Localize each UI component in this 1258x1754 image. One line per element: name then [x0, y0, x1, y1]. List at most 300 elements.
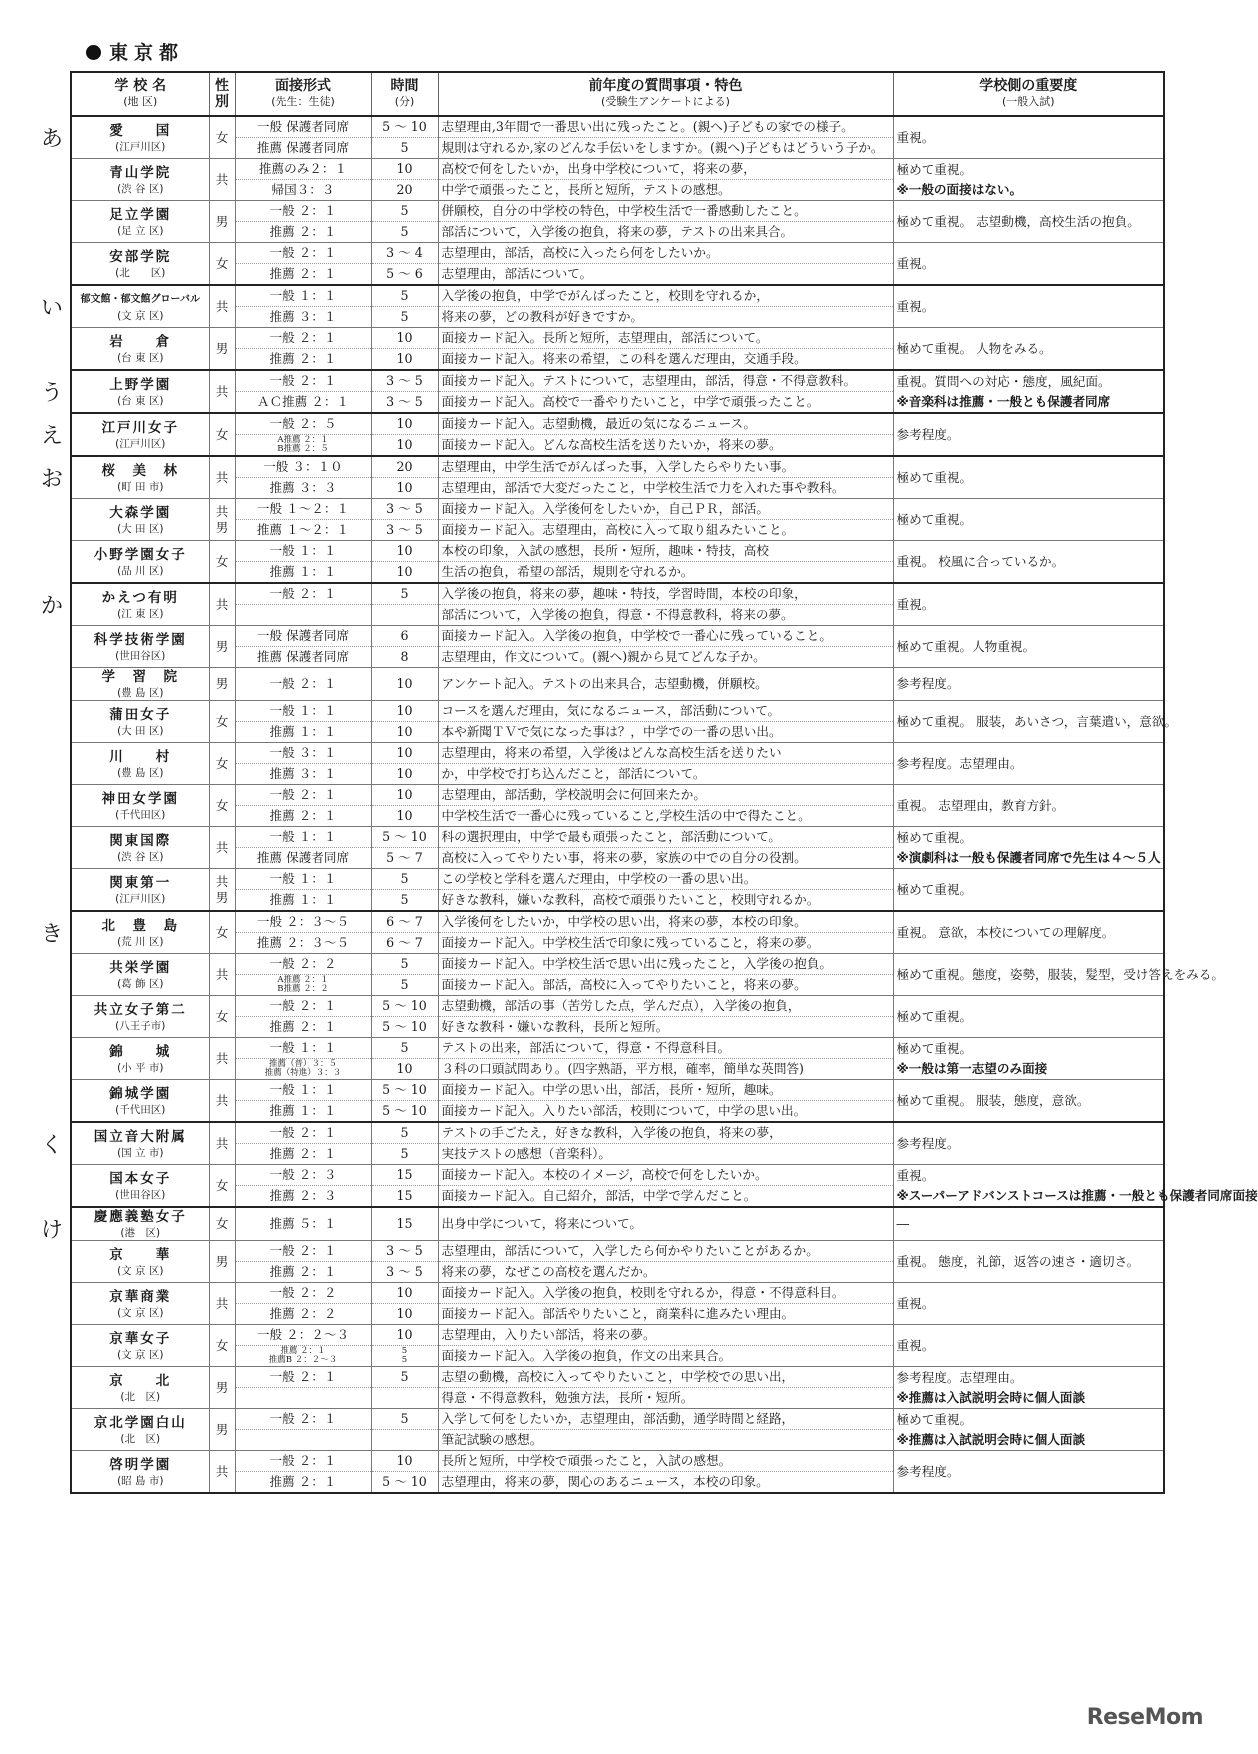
- cell-text: 一般 １：１: [269, 829, 337, 844]
- time-cell: [371, 1388, 438, 1409]
- school-name: 川 村: [109, 748, 172, 765]
- cell-text: 志望理由,3年間で一番思い出に残ったこと。(親へ)子どもの家での様子。: [441, 119, 854, 134]
- kana-label-5: お: [40, 467, 63, 492]
- school-area: (江 東 区): [117, 607, 164, 620]
- school-name: 愛 国: [109, 122, 172, 139]
- table-row: [71, 1325, 1164, 1346]
- importance-cell: [893, 413, 1164, 456]
- question-cell: [438, 1409, 893, 1430]
- gender-cell: 男: [209, 328, 235, 371]
- table-row: [71, 743, 1164, 764]
- school-area: (千代田区): [115, 808, 166, 821]
- stacked-line: 推薦 ２：１: [280, 1346, 326, 1356]
- time-cell: [371, 647, 438, 668]
- question-cell: [438, 954, 893, 975]
- cell-text: 10: [396, 1061, 413, 1076]
- importance-cell: [893, 1451, 1164, 1494]
- importance-text: 参考程度。: [896, 1135, 960, 1151]
- importance-text: 極めて重視。態度，姿勢，服装，髪型，受け答えをみる。: [896, 966, 1224, 982]
- importance-text: ―: [896, 1216, 910, 1231]
- cell-text: 一般 ２：１: [269, 998, 337, 1013]
- importance-text: 重視。: [896, 255, 935, 271]
- question-cell: [438, 370, 893, 392]
- table-row: [71, 159, 1164, 180]
- school-cell: [71, 499, 209, 541]
- form-cell: [235, 562, 371, 584]
- importance-text: 極めて重視。: [896, 161, 973, 177]
- form-cell: [235, 996, 371, 1017]
- question-cell: [438, 1165, 893, 1186]
- stacked-text: [375, 1346, 435, 1366]
- form-cell: [235, 180, 371, 201]
- school-name: 上野学園: [109, 376, 172, 393]
- question-cell: [438, 116, 893, 138]
- cell-text: 本校の印象，入試の感想，長所・短所，趣味・特技，高校: [441, 543, 769, 558]
- cell-text: 一般 １〜２：１: [256, 501, 350, 516]
- school-name: 学 習 院: [101, 669, 179, 685]
- form-cell: [235, 499, 371, 520]
- cell-text: テストの手ごたえ，好きな教科，入学後の抱負，将来の夢，: [441, 1125, 782, 1140]
- cell-text: 志望理由，部活で大変だったこと，中学校生活で力を入れた事や教科。: [441, 480, 845, 495]
- table-row: [71, 413, 1164, 435]
- table-row: [71, 668, 1164, 701]
- time-cell: [371, 499, 438, 520]
- importance-text: 極めて重視。 服装，態度，意欲。: [896, 1092, 1090, 1108]
- school-cell: [71, 413, 209, 456]
- cell-text: [239, 605, 368, 625]
- school-area: (江戸川区): [115, 140, 166, 153]
- cell-text: 推薦 ２：１: [269, 224, 337, 239]
- cell-text: 一般 １：１: [269, 703, 337, 718]
- school-area: (北 区): [120, 1432, 161, 1445]
- form-cell: [235, 541, 371, 562]
- cell-text: 5: [400, 203, 409, 218]
- cell-text: 一般 ２：１: [269, 203, 337, 218]
- school-name: 錦 城: [109, 1043, 172, 1060]
- time-cell: [371, 1241, 438, 1262]
- question-cell: [438, 996, 893, 1017]
- cell-text: 出身中学について，将来について。: [441, 1216, 642, 1231]
- cell-text: 10: [396, 1285, 413, 1300]
- form-cell: [235, 890, 371, 912]
- school-cell: [71, 116, 209, 159]
- school-area: (台 東 区): [117, 351, 164, 364]
- form-cell: [235, 954, 371, 975]
- school-area: (葛 飾 区): [117, 977, 164, 990]
- school-cell: [71, 701, 209, 743]
- school-name: 北 豊 島: [101, 917, 179, 934]
- question-cell: [438, 1304, 893, 1325]
- cell-text: 推薦 ２：１: [269, 808, 337, 823]
- cell-text: 部活について，入学後の抱負，得意・不得意教科，将来の夢。: [441, 607, 794, 622]
- cell-text: 推薦 ２：１: [269, 1264, 337, 1279]
- cell-text: テストの出来，部活について，得意・不得意科目。: [441, 1040, 731, 1055]
- school-area: (品 川 区): [117, 564, 164, 577]
- form-cell: [235, 1144, 371, 1165]
- question-cell: [438, 435, 893, 457]
- cell-text: 一般 保護者同席: [256, 119, 350, 134]
- cell-text: 15: [396, 1167, 413, 1182]
- gender-cell: 男: [209, 1367, 235, 1409]
- gender-cell: 男: [209, 1241, 235, 1283]
- gender-cell: 女: [209, 996, 235, 1038]
- importance-text: 重視。: [896, 129, 935, 145]
- school-cell: [71, 626, 209, 668]
- time-cell: [371, 975, 438, 996]
- time-cell: [371, 1346, 438, 1367]
- school-area: (北 区): [120, 1390, 161, 1403]
- cell-text: 面接カード記入。志望動機，最近の気になるニュース。: [441, 416, 757, 431]
- form-cell: [235, 243, 371, 264]
- cell-text: 一般 ２：５: [269, 416, 337, 431]
- time-cell: [371, 785, 438, 806]
- school-cell: [71, 541, 209, 584]
- school-cell: [71, 456, 209, 499]
- gender-cell: 男: [209, 626, 235, 668]
- header-school: 学 校 名 (地 区): [71, 72, 209, 116]
- importance-cell: [893, 668, 1164, 701]
- table-row: [71, 243, 1164, 264]
- cell-text: ＡＣ推薦 ２：１: [256, 394, 350, 409]
- importance-cell: [893, 827, 1164, 869]
- school-area: (世田谷区): [115, 649, 166, 662]
- cell-text: 入学後の抱負，中学でがんばったこと，校則を守れるか，: [441, 288, 769, 303]
- form-cell: [235, 1165, 371, 1186]
- importance-text: 重視。: [896, 1167, 935, 1183]
- school-cell: [71, 1241, 209, 1283]
- time-cell: [371, 1059, 438, 1080]
- importance-note: ※推薦は入試説明会時に個人面談: [896, 1389, 1086, 1405]
- school-area: (文 京 区): [117, 1306, 164, 1319]
- school-name: 安部学院: [109, 248, 172, 265]
- cell-text: 推薦 ３：１: [269, 309, 337, 324]
- cell-text: 推薦 保護者同席: [256, 140, 350, 155]
- cell-text: 5: [400, 1040, 409, 1055]
- cell-text: 長所と短所，中学校で頑張ったこと，入試の感想。: [441, 1453, 732, 1468]
- time-cell: [371, 138, 438, 159]
- form-cell: [235, 370, 371, 392]
- importance-text: 極めて重視。: [896, 1411, 973, 1427]
- question-cell: [438, 349, 893, 371]
- importance-text: 参考程度。: [896, 426, 960, 442]
- question-cell: [438, 1101, 893, 1123]
- form-cell: [235, 1186, 371, 1208]
- time-cell: [371, 435, 438, 457]
- importance-cell: [893, 743, 1164, 785]
- stacked-line: 5: [401, 1355, 408, 1365]
- school-cell: [71, 1451, 209, 1494]
- cell-text: 志望の動機，高校に入ってやりたいこと，中学校での思い出，: [441, 1369, 795, 1384]
- time-cell: [371, 933, 438, 954]
- cell-text: 10: [396, 787, 413, 802]
- form-cell: [235, 785, 371, 806]
- gender-cell: 女: [209, 116, 235, 159]
- cell-text: 5 〜 7: [386, 850, 423, 865]
- cell-text: 志望理由，部活について，入学したら何かやりたいことがあるか。: [441, 1243, 819, 1258]
- header-questions: 前年度の質問事項・特色 (受験生アンケートによる): [438, 72, 893, 116]
- cell-text: 一般 ２：２: [269, 1285, 337, 1300]
- form-cell: [235, 933, 371, 954]
- question-cell: [438, 138, 893, 159]
- kana-label-4: え: [40, 424, 63, 449]
- gender-cell: 共: [209, 285, 235, 328]
- cell-text: 一般 ２：１: [269, 245, 337, 260]
- cell-text: 推薦 １：１: [269, 1103, 337, 1118]
- form-cell: [235, 159, 371, 180]
- school-cell: [71, 1325, 209, 1367]
- cell-text: 一般 ３：１: [269, 745, 337, 760]
- importance-note: ※推薦は入試説明会時に個人面談: [896, 1431, 1086, 1447]
- school-cell: [71, 583, 209, 626]
- school-cell: [71, 285, 209, 328]
- question-cell: [438, 1430, 893, 1451]
- stacked-line: 5: [401, 1346, 408, 1356]
- gender-cell: 共: [209, 1038, 235, 1080]
- school-name: 郁文館・郁文館グローバル: [80, 293, 200, 305]
- time-cell: [371, 1367, 438, 1388]
- school-name: 岩 倉: [109, 333, 172, 350]
- school-area: (文 京 区): [117, 1264, 164, 1277]
- importance-text: 参考程度。: [896, 676, 960, 691]
- form-cell: [235, 138, 371, 159]
- cell-text: 一般 １：１: [269, 871, 337, 886]
- cell-text: 一般 ２：１: [269, 330, 337, 345]
- cell-text: 5: [400, 977, 409, 992]
- school-cell: [71, 243, 209, 286]
- gender-cell: 共: [209, 370, 235, 413]
- importance-cell: [893, 996, 1164, 1038]
- table-row: [71, 1409, 1164, 1430]
- cell-text: 高校で何をしたいか，出身中学校について，将来の夢，: [441, 161, 756, 176]
- form-cell: [235, 1430, 371, 1451]
- time-cell: [371, 1080, 438, 1101]
- cell-text: 志望理由，作文について。(親へ)親から見てどんな子か。: [441, 649, 766, 664]
- cell-text: 10: [396, 161, 413, 176]
- school-name: 蒲田女子: [109, 706, 172, 723]
- cell-text: ３科の口頭試問あり。(四字熟語，平方根，確率，簡単な英問答): [441, 1061, 804, 1076]
- cell-text: 筆記試験の感想。: [441, 1432, 543, 1447]
- table-row: [71, 1367, 1164, 1388]
- cell-text: 5 〜 10: [382, 829, 427, 844]
- cell-text: 面接カード記入。入学後の抱負，校則を守れるか，得意・不得意科目。: [441, 1285, 845, 1300]
- time-cell: [371, 605, 438, 626]
- school-area: (江戸川区): [115, 892, 166, 905]
- cell-text: 8: [400, 649, 409, 664]
- cell-text: 推薦 １：１: [269, 724, 337, 739]
- school-cell: [71, 785, 209, 827]
- cell-text: 5: [400, 892, 409, 907]
- table-row: [71, 954, 1164, 975]
- school-name: 錦城学園: [109, 1085, 172, 1102]
- cell-text: 10: [396, 351, 413, 366]
- importance-cell: [893, 116, 1164, 159]
- question-cell: [438, 1038, 893, 1059]
- gender-cell: 共: [209, 1451, 235, 1494]
- gender-cell: 共男: [209, 869, 235, 912]
- cell-text: 規則は守れるか,家のどんな手伝いをしますか。(親へ)子どもはどういう子か。: [441, 140, 884, 155]
- time-cell: [371, 541, 438, 562]
- form-cell: [235, 583, 371, 605]
- cell-text: 推薦 ２：１: [269, 351, 337, 366]
- gender-cell: 女: [209, 1207, 235, 1241]
- cell-text: 一般 ２：１: [269, 1125, 337, 1140]
- time-cell: [371, 264, 438, 286]
- time-cell: [371, 869, 438, 890]
- cell-text: 20: [396, 459, 413, 474]
- cell-text: 推薦 ３：１: [269, 766, 337, 781]
- table-row: [71, 370, 1164, 392]
- question-cell: [438, 890, 893, 912]
- time-cell: [371, 1409, 438, 1430]
- cell-text: 6 〜 7: [386, 914, 423, 929]
- importance-cell: [893, 701, 1178, 743]
- cell-text: 生活の抱負，希望の部活，規則を守れるか。: [441, 564, 694, 579]
- cell-text: 推薦 ２：２: [269, 1306, 337, 1321]
- question-cell: [438, 848, 893, 869]
- cell-text: 5: [400, 956, 409, 971]
- cell-text: 一般 ２：１: [269, 1243, 337, 1258]
- cell-text: 志望理由，部活，高校に入ったら何をしたいか。: [441, 245, 719, 260]
- form-cell: [235, 1367, 371, 1388]
- importance-text: 極めて重視。 服装，あいさつ，言葉遣い，意欲。: [896, 713, 1178, 729]
- form-cell: [235, 328, 371, 349]
- table-row: [71, 328, 1164, 349]
- time-cell: [371, 1472, 438, 1494]
- cell-text: 5: [400, 140, 409, 155]
- cell-text: 一般 ２：１: [269, 1369, 337, 1384]
- form-cell: [235, 911, 371, 933]
- school-name: 青山学院: [109, 164, 172, 181]
- stacked-line: 推薦（普）３：５: [268, 1059, 337, 1069]
- kana-label-1: あ: [40, 127, 63, 152]
- time-cell: [371, 806, 438, 827]
- time-cell: [371, 701, 438, 722]
- table-row: [71, 201, 1164, 222]
- importance-note: ※一般は第一志望のみ面接: [896, 1060, 1048, 1076]
- stacked-text: [239, 435, 368, 455]
- cell-text: 中学で頑張ったこと，長所と短所，テストの感想。: [441, 182, 731, 197]
- school-name: 関東第一: [109, 874, 172, 891]
- importance-text: 重視。 志望理由，教育方針。: [896, 797, 1065, 813]
- question-cell: [438, 701, 893, 722]
- question-cell: [438, 1346, 893, 1367]
- cell-text: [239, 1430, 368, 1450]
- form-cell: [235, 701, 371, 722]
- cell-text: 10: [396, 480, 413, 495]
- time-cell: [371, 764, 438, 785]
- stacked-line: A推薦 ２：１: [277, 435, 329, 445]
- cell-text: [375, 605, 435, 625]
- gender-cell: 男: [209, 668, 235, 701]
- question-cell: [438, 722, 893, 743]
- importance-text: 重視。 態度，礼節，返答の速さ・適切さ。: [896, 1253, 1140, 1269]
- importance-cell: [893, 201, 1164, 243]
- cell-text: 実技テストの感想（音楽科）。: [441, 1146, 612, 1161]
- form-cell: [235, 1241, 371, 1262]
- school-name: 大森学園: [109, 504, 172, 521]
- cell-text: 将来の夢，なぜこの高校を選んだか。: [441, 1264, 656, 1279]
- school-cell: [71, 1038, 209, 1080]
- cell-text: 一般 １：１: [269, 543, 337, 558]
- school-cell: [71, 1165, 209, 1208]
- school-cell: [71, 1409, 209, 1451]
- table-row: [71, 869, 1164, 890]
- question-cell: [438, 1059, 893, 1080]
- time-cell: [371, 159, 438, 180]
- cell-text: 志望理由，中学生活でがんばった事，入学したらやりたい事。: [441, 459, 795, 474]
- school-cell: [71, 743, 209, 785]
- gender-cell: 女: [209, 743, 235, 785]
- cell-text: 一般 ２：２: [269, 956, 337, 971]
- form-cell: [235, 1059, 371, 1080]
- cell-text: 帰国３：３: [271, 182, 335, 197]
- page-title: 東京都: [86, 38, 184, 65]
- cell-text: 10: [396, 766, 413, 781]
- cell-text: 面接カード記入。入学後何をしたいか，自己ＰＲ，部活。: [441, 501, 769, 516]
- question-cell: [438, 806, 893, 827]
- kana-label-2: い: [40, 296, 63, 321]
- question-cell: [438, 307, 893, 328]
- cell-text: 10: [396, 564, 413, 579]
- school-name: 江戸川女子: [101, 419, 179, 436]
- question-cell: [438, 869, 893, 890]
- cell-text: 5 〜 6: [386, 266, 423, 281]
- cell-text: 一般 ２：１: [269, 676, 337, 691]
- header-gender: 性別: [209, 72, 235, 116]
- school-area: (江戸川区): [115, 437, 166, 450]
- cell-text: 10: [396, 416, 413, 431]
- table-row: [71, 1451, 1164, 1472]
- cell-text: 面接カード記入。本校のイメージ，高校で何をしたいか。: [441, 1167, 768, 1182]
- form-cell: [235, 1207, 371, 1241]
- school-name: かえつ有明: [101, 589, 179, 606]
- form-cell: [235, 285, 371, 307]
- gender-cell: 女: [209, 701, 235, 743]
- cell-text: 一般 １：１: [269, 1040, 337, 1055]
- table-row: [71, 911, 1164, 933]
- time-cell: [371, 562, 438, 584]
- question-cell: [438, 1241, 893, 1262]
- stacked-text: [239, 1059, 368, 1079]
- table-row: [71, 285, 1164, 307]
- importance-text: 極めて重視。: [896, 881, 973, 897]
- importance-text: 極めて重視。人物重視。: [896, 638, 1036, 654]
- form-cell: [235, 647, 371, 668]
- cell-text: 一般 ２：１: [269, 1411, 337, 1426]
- cell-text: 15: [396, 1216, 413, 1231]
- time-cell: [371, 116, 438, 138]
- school-area: (文 京 区): [117, 309, 164, 322]
- cell-text: 志望理由，入りたい部活，将来の夢。: [441, 1327, 656, 1342]
- gender-cell: 共男: [209, 499, 235, 541]
- cell-text: 6: [400, 628, 409, 643]
- cell-text: 6 〜 7: [386, 935, 423, 950]
- cell-text: 3 〜 5: [386, 1264, 423, 1279]
- school-area: (昭 島 市): [117, 1474, 164, 1487]
- form-cell: [235, 975, 371, 996]
- table-row: [71, 1283, 1164, 1304]
- cell-text: 将来の夢，どの教科が好きですか。: [441, 309, 643, 324]
- kana-label-8: く: [40, 1133, 63, 1158]
- school-cell: [71, 1080, 209, 1123]
- importance-cell: [893, 1080, 1164, 1123]
- school-name: 京華女子: [109, 1330, 172, 1347]
- question-cell: [438, 1186, 893, 1208]
- cell-text: 10: [396, 1306, 413, 1321]
- kana-label-7: き: [40, 922, 63, 947]
- form-cell: [235, 478, 371, 499]
- cell-text: 面接カード記入。中学校生活で思い出に残ったこと，入学後の抱負。: [441, 956, 832, 971]
